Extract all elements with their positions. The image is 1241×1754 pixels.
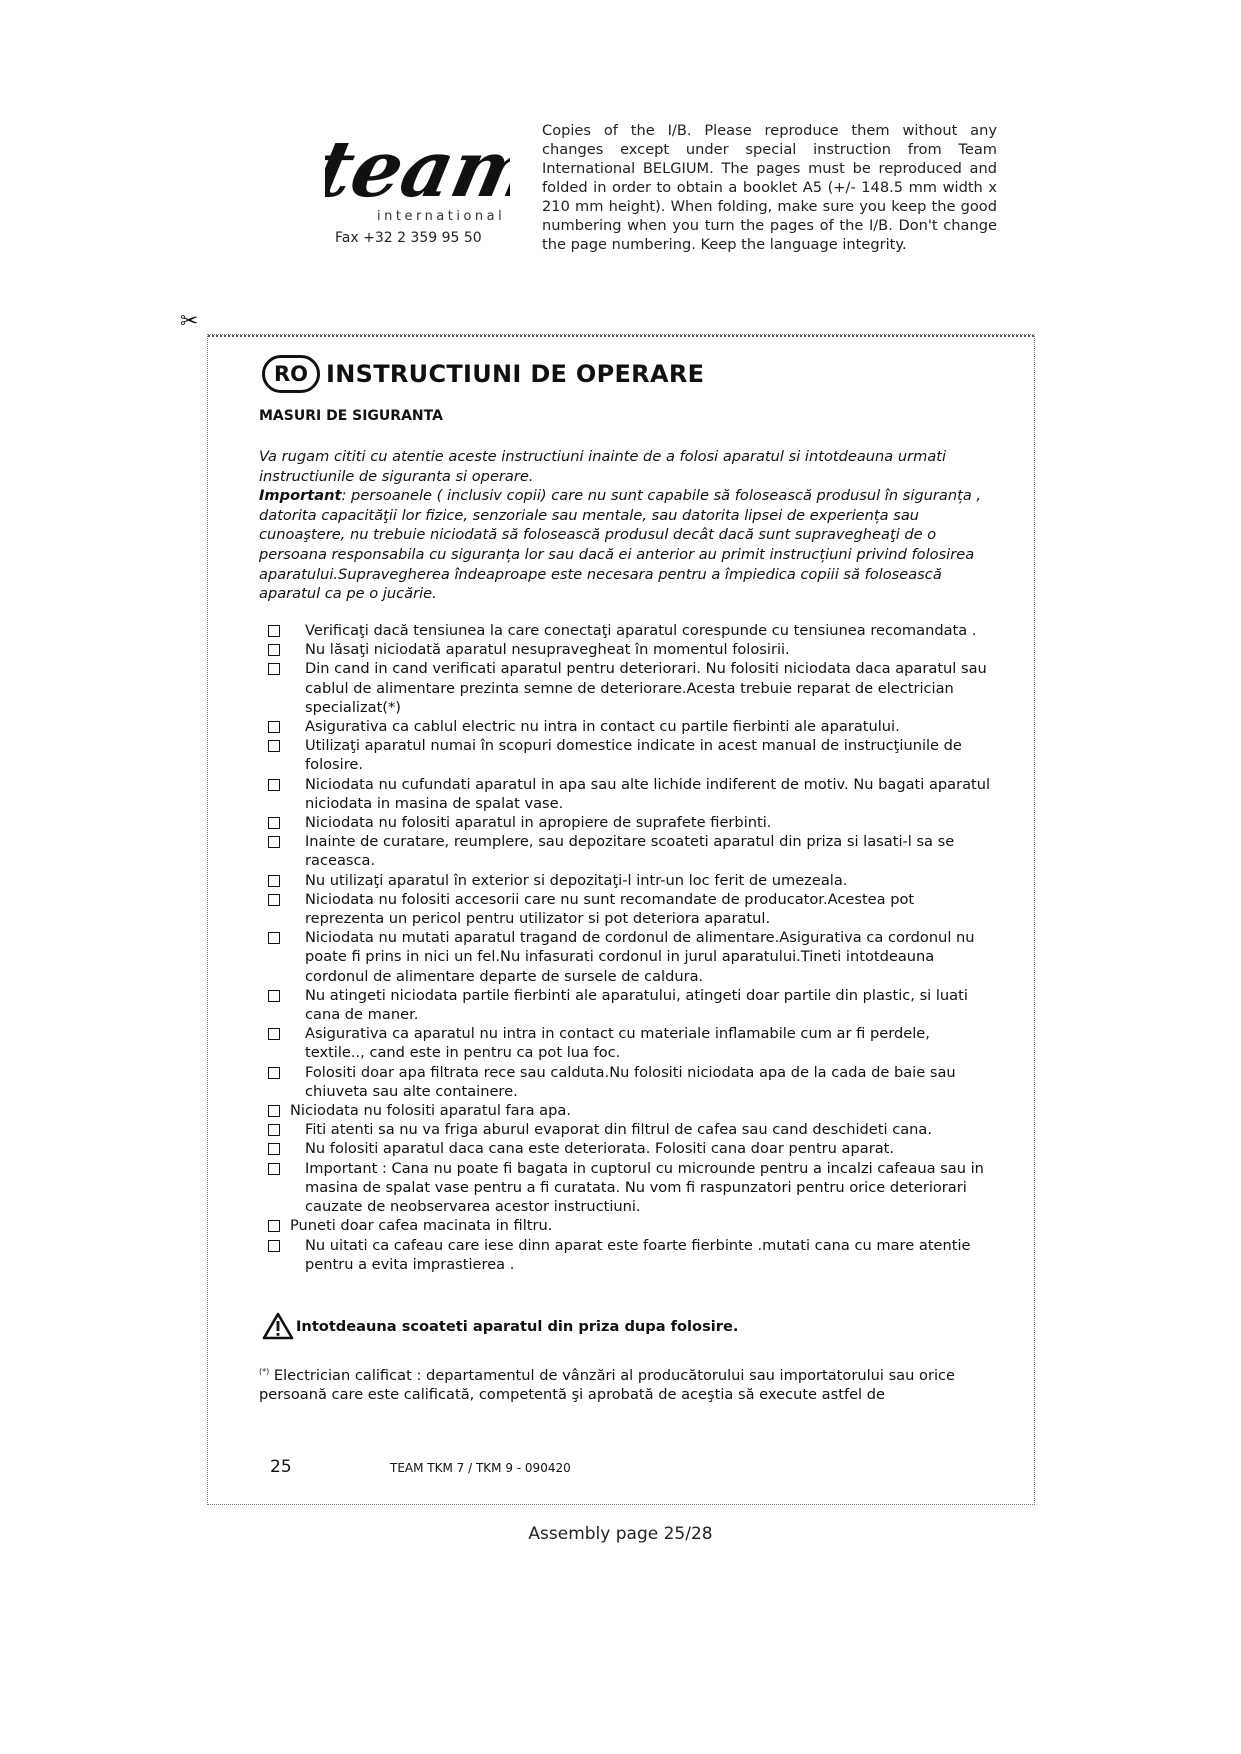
svg-text:international: international (377, 209, 506, 224)
list-item-text: Nu folositi aparatul daca cana este deteriorata. Folositi cana doar pentru aparat. (305, 1140, 895, 1158)
list-item-text: Din cand in cand verificati aparatul pentru deteriorari. Nu folositi niciodata daca aparatul sau cablul de alimentare prezinta semne de deteriorare.Acesta trebuie reparat de electrician specializat(*) (305, 660, 987, 716)
list-item-text: Verificaţi dacă tensiunea la care conectaţi aparatul corespunde cu tensiunea recomandata . (305, 622, 977, 639)
list-item (259, 832, 994, 870)
footnote-text: Electrician calificat : departamentul de vânzări al producătorului sau importatorului sau orice persoană care este calificată, competentă şi aprobată de aceştia să execute astfel de (259, 1366, 955, 1403)
intro-text-2: : persoanele ( inclusiv copii) care nu sunt capabile să folosească produsul în siguranța , datorita capacităţii lor fizice, senzoriale sau mentale, sau datorita lipsei de experiența sau cunoaştere, nu trebuie niciodată să folosească produsul decât dacă sunt supravegheaţi de o persoana responsabila cu siguranța lor sau dacă ei anterior au primit instrucțiuni privind folosirea aparatului.Supravegherea îndeaproape este necesara pentru a împiedica copiii să folosească aparatul ca pe o jucărie. (259, 487, 982, 603)
list-item (259, 621, 994, 640)
booklet-page (207, 334, 1035, 1505)
list-item-text: Asigurativa ca cablul electric nu intra in contact cu partile fierbinti ale aparatului. (305, 718, 900, 736)
assembly-page-label: Assembly page 25/28 (528, 1524, 713, 1544)
warning-note (262, 1312, 738, 1340)
checkbox-bullet-icon (268, 1028, 280, 1040)
list-item-text: Niciodata nu folositi aparatul fara apa. (290, 1102, 571, 1120)
checkbox-bullet-icon (268, 740, 280, 752)
list-item (259, 813, 994, 832)
section-title: MASURI DE SIGURANTA (259, 408, 443, 424)
list-item-text: Niciodata nu folositi aparatul in apropiere de suprafete fierbinti. (305, 814, 772, 832)
checkbox-bullet-icon (268, 721, 280, 733)
list-item-text: Nu lăsaţi niciodată aparatul nesupravegheat în momentul folosirii. (305, 641, 790, 659)
list-item (259, 1236, 994, 1274)
checkbox-bullet-icon (268, 1143, 280, 1155)
list-item (259, 1120, 994, 1139)
list-item-text: Puneti doar cafea macinata in filtru. (290, 1217, 553, 1235)
list-item-text: Folositi doar apa filtrata rece sau calduta.Nu folositi niciodata apa de la cada de baie sau chiuveta sau alte containere. (305, 1063, 956, 1100)
list-item-text: Inainte de curatare, reumplere, sau depozitare scoateti aparatul din priza si lasati-l sa se raceasca. (305, 833, 955, 870)
checkbox-bullet-icon (268, 1220, 280, 1232)
list-item (259, 1216, 994, 1235)
checkbox-bullet-icon (268, 894, 280, 906)
checkbox-bullet-icon (268, 663, 280, 675)
warning-triangle-icon (262, 1312, 294, 1340)
svg-text:team: team (325, 122, 510, 215)
list-item (259, 986, 994, 1024)
page-title-row (262, 355, 704, 393)
cut-line (208, 335, 1034, 337)
list-item (259, 890, 994, 928)
fax-number: Fax +32 2 359 95 50 (335, 230, 482, 246)
checkbox-bullet-icon (268, 836, 280, 848)
model-reference: TEAM TKM 7 / TKM 9 - 090420 (390, 1461, 571, 1475)
checkbox-bullet-icon (268, 817, 280, 829)
list-item (259, 640, 994, 659)
important-label: Important (259, 487, 342, 505)
list-item (259, 928, 994, 986)
list-item-text: Important : Cana nu poate fi bagata in cuptorul cu microunde pentru a incalzi cafeaua sau in masina de spalat vase pentru a fi curatata. Nu vom fi raspunzatori pentru orice deteriorari cauzate de neobservarea acestor instructiuni. (305, 1159, 984, 1216)
scissors-icon: ✂ (180, 309, 199, 334)
checkbox-bullet-icon (268, 875, 280, 887)
checkbox-bullet-icon (268, 1105, 280, 1117)
list-item (259, 1024, 994, 1062)
team-international-logo (325, 112, 510, 232)
page-number: 25 (270, 1457, 292, 1477)
footnote (259, 1362, 994, 1404)
intro-paragraph (259, 447, 984, 604)
intro-text-1: Va rugam cititi cu atentie aceste instructiuni inainte de a folosi aparatul si intotdeauna urmati instructiunile de siguranta si operare. (259, 448, 947, 485)
list-item (259, 775, 994, 813)
page-title: INSTRUCTIUNI DE OPERARE (326, 360, 705, 388)
list-item (259, 659, 994, 717)
footnote-mark: (*) (259, 1367, 270, 1376)
list-item-text: Nu utilizaţi aparatul în exterior si depozitaţi-l intr-un loc ferit de umezeala. (305, 871, 848, 889)
list-item-text: Fiti atenti sa nu va friga aburul evaporat din filtrul de cafea sau cand deschideti cana. (305, 1121, 932, 1139)
checkbox-bullet-icon (268, 1163, 280, 1175)
list-item (259, 1063, 994, 1101)
list-item (259, 736, 994, 774)
list-item (259, 871, 994, 890)
list-item-text: Niciodata nu folositi accesorii care nu sunt recomandate de producator.Acestea pot reprezenta un pericol pentru utilizator si pot deteriora aparatul. (305, 890, 915, 928)
checkbox-bullet-icon (268, 644, 280, 656)
list-item-text: Niciodata nu cufundati aparatul in apa sau alte lichide indiferent de motiv. Nu bagati aparatul niciodata in masina de spalat vase. (305, 775, 991, 812)
checkbox-bullet-icon (268, 1124, 280, 1136)
list-item (259, 1159, 994, 1217)
warning-text: Intotdeauna scoateti aparatul din priza dupa folosire. (296, 1317, 739, 1335)
list-item-text: Utilizaţi aparatul numai în scopuri domestice indicate in acest manual de instrucţiunile de folosire. (305, 737, 962, 774)
reproduction-instructions: Copies of the I/B. Please reproduce them without any changes except under special instruction from Team International BELGIUM. The pages must be reproduced and folded in order to obtain a booklet A5 (+/- 148.5 mm width x 210 mm height). When folding, make sure you keep the good numbering when you turn the pages of the I/B. Don't change the page numbering. Keep the language integrity. (542, 122, 997, 253)
checkbox-bullet-icon (268, 779, 280, 791)
list-item-text: Niciodata nu mutati aparatul tragand de cordonul de alimentare.Asigurativa ca cordonul nu poate fi prins in nici un fel.Nu infasurati cordonul in jurul aparatului.Tineti intotdeauna cordonul de alimentare departe de sursele de caldura. (305, 929, 975, 985)
list-item-text: Asigurativa ca aparatul nu intra in contact cu materiale inflamabile cum ar fi perdele, textile.., cand este in pentru ca pot lua foc. (305, 1025, 930, 1062)
language-badge: RO (262, 355, 320, 393)
list-item (259, 1139, 994, 1158)
list-item-text: Nu atingeti niciodata partile fierbinti ale aparatului, atingeti doar partile din plastic, si luati cana de maner. (305, 986, 968, 1024)
checkbox-bullet-icon (268, 990, 280, 1002)
safety-list (259, 621, 994, 1274)
checkbox-bullet-icon (268, 625, 280, 637)
checkbox-bullet-icon (268, 932, 280, 944)
list-item-text: Nu uitati ca cafeau care iese dinn aparat este foarte fierbinte .mutati cana cu mare atentie pentru a evita imprastierea . (305, 1236, 971, 1273)
checkbox-bullet-icon (268, 1240, 280, 1252)
checkbox-bullet-icon (268, 1067, 280, 1079)
list-item (259, 717, 994, 736)
list-item (259, 1101, 994, 1120)
